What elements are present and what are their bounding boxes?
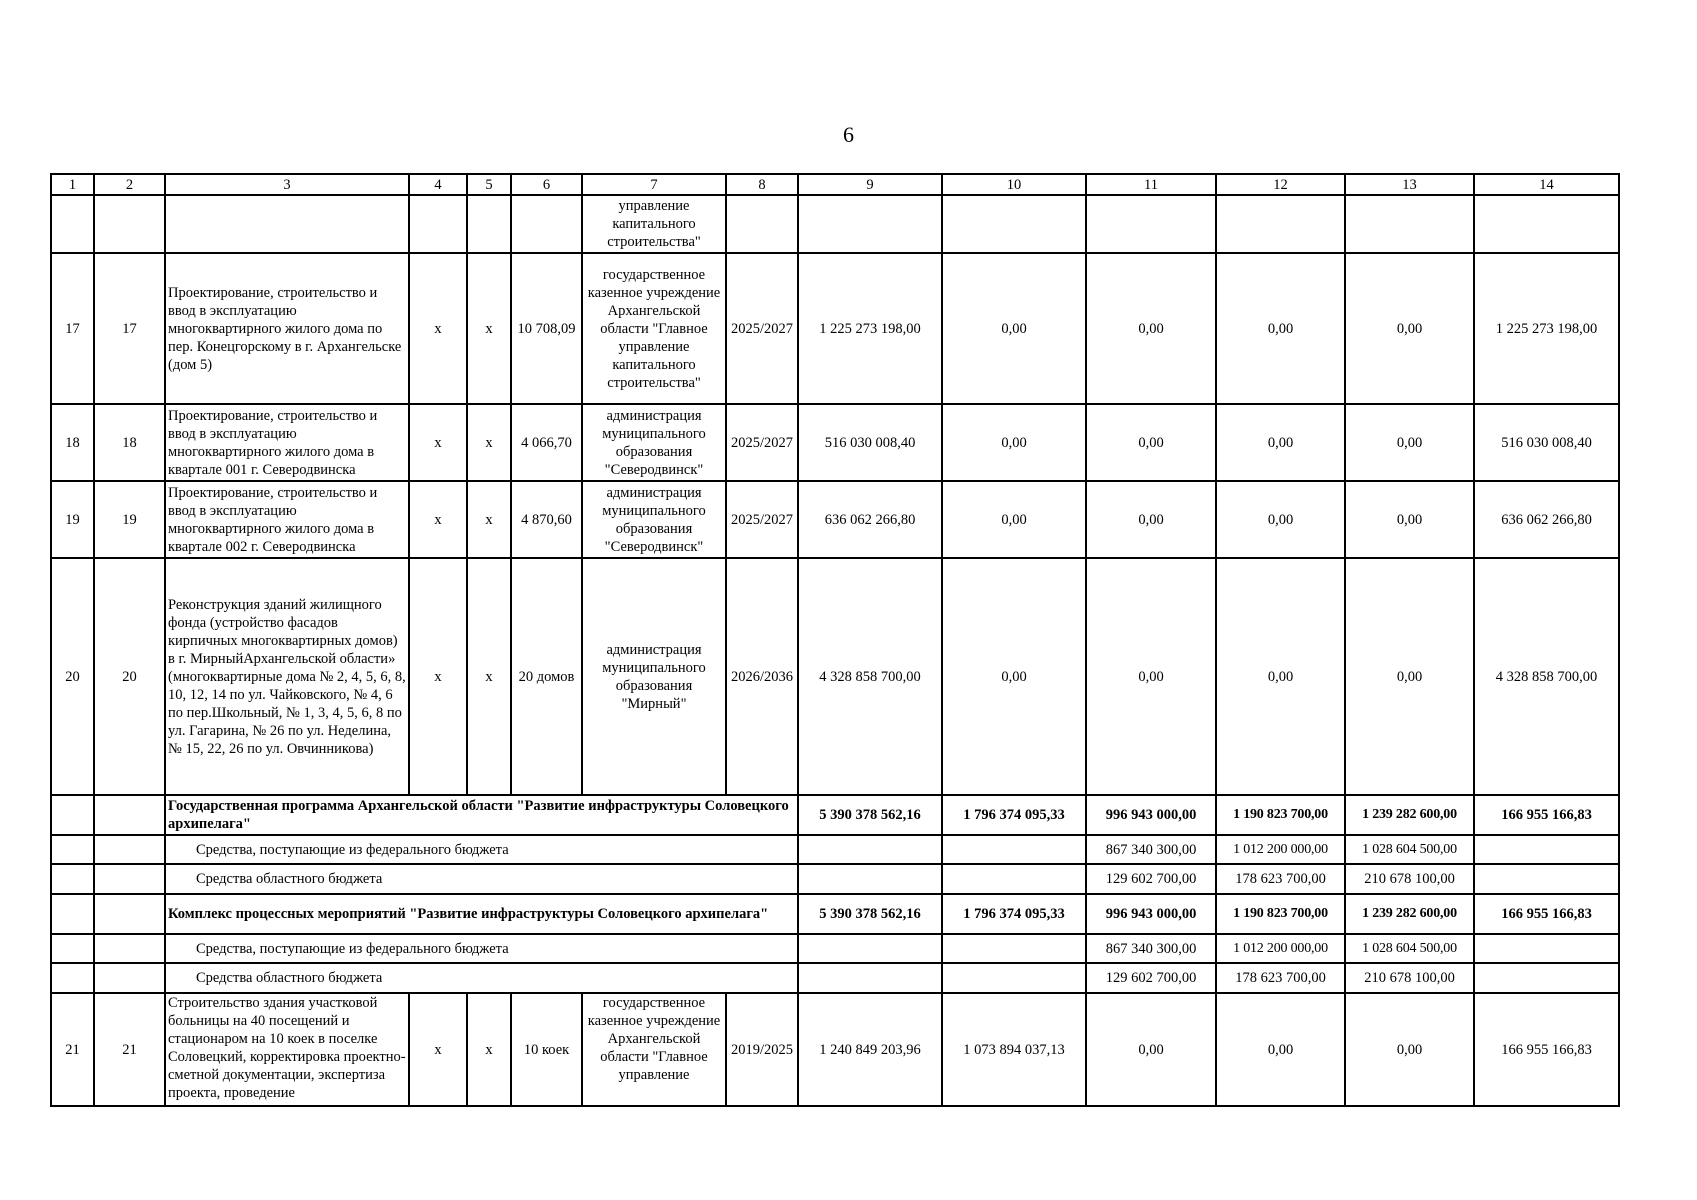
- value-11: 996 943 000,00: [1086, 795, 1216, 835]
- executor: администрация муниципального образования "Мирный": [582, 558, 726, 795]
- cell: [1474, 835, 1619, 864]
- cell: [942, 835, 1086, 864]
- value-13: 1 028 604 500,00: [1345, 835, 1474, 864]
- value-14: 4 328 858 700,00: [1474, 558, 1619, 795]
- header-cell: 14: [1474, 174, 1619, 195]
- years: 2025/2027: [726, 253, 798, 404]
- header-cell: 11: [1086, 174, 1216, 195]
- executor: администрация муниципального образования "Северодвинск": [582, 404, 726, 481]
- row-number-2: 17: [94, 253, 165, 404]
- object-name: Проектирование, строительство и ввод в эксплуатацию многоквартирного жилого дома в квартале 001 г. Северодвинска: [165, 404, 409, 481]
- table-row: [51, 558, 1619, 795]
- cell: [51, 963, 94, 993]
- row-number: 17: [51, 253, 94, 404]
- capacity: 10 708,09: [511, 253, 582, 404]
- value-12: 178 623 700,00: [1216, 963, 1345, 993]
- cell: [798, 934, 942, 963]
- value-12: 1 190 823 700,00: [1216, 795, 1345, 835]
- value-9: 516 030 008,40: [798, 404, 942, 481]
- program-regional-row: [51, 864, 1619, 894]
- cell: [1474, 963, 1619, 993]
- cell: [798, 963, 942, 993]
- value-14: 166 955 166,83: [1474, 795, 1619, 835]
- value-9: 1 240 849 203,96: [798, 993, 942, 1106]
- regional-label: Средства областного бюджета: [165, 963, 798, 993]
- value-9: 636 062 266,80: [798, 481, 942, 558]
- capacity: 4 870,60: [511, 481, 582, 558]
- header-cell: 5: [467, 174, 511, 195]
- value-11: 867 340 300,00: [1086, 835, 1216, 864]
- value-10: 0,00: [942, 481, 1086, 558]
- header-cell: 6: [511, 174, 582, 195]
- cell: [51, 894, 94, 934]
- value-9: 4 328 858 700,00: [798, 558, 942, 795]
- value-11: 0,00: [1086, 481, 1216, 558]
- value-12: 0,00: [1216, 993, 1345, 1106]
- years: 2019/2025: [726, 993, 798, 1106]
- value-11: 129 602 700,00: [1086, 864, 1216, 894]
- value-10: 0,00: [942, 253, 1086, 404]
- cell: [798, 195, 942, 253]
- header-cell: 2: [94, 174, 165, 195]
- cell: [1474, 864, 1619, 894]
- value-12: 1 190 823 700,00: [1216, 894, 1345, 934]
- cell-4: x: [409, 481, 467, 558]
- cell-5: x: [467, 253, 511, 404]
- cell: [94, 894, 165, 934]
- row-number-2: 18: [94, 404, 165, 481]
- value-10: 0,00: [942, 558, 1086, 795]
- page-number: 6: [843, 122, 854, 147]
- header-cell: 8: [726, 174, 798, 195]
- years: 2025/2027: [726, 481, 798, 558]
- cell: [942, 963, 1086, 993]
- row-number: 21: [51, 993, 94, 1106]
- value-11: 867 340 300,00: [1086, 934, 1216, 963]
- cell: [94, 195, 165, 253]
- cell: [942, 934, 1086, 963]
- federal-label: Средства, поступающие из федерального бюджета: [165, 934, 798, 963]
- cell: [1086, 195, 1216, 253]
- value-13: 0,00: [1345, 404, 1474, 481]
- cell: [51, 864, 94, 894]
- value-13: 210 678 100,00: [1345, 864, 1474, 894]
- value-14: 516 030 008,40: [1474, 404, 1619, 481]
- value-12: 0,00: [1216, 404, 1345, 481]
- cell: [1345, 195, 1474, 253]
- header-cell: 12: [1216, 174, 1345, 195]
- object-name: Строительство здания участковой больницы на 40 посещений и стационаром на 10 коек в поселке Соловецкий, корректировка проектно-сметной документации, экспертиза проекта, проведение: [165, 993, 409, 1106]
- years: 2025/2027: [726, 404, 798, 481]
- cell-5: x: [467, 481, 511, 558]
- value-12: 0,00: [1216, 253, 1345, 404]
- value-13: 0,00: [1345, 558, 1474, 795]
- table-row: [51, 404, 1619, 481]
- years: 2026/2036: [726, 558, 798, 795]
- table-row: [51, 993, 1619, 1106]
- complex-title: Комплекс процессных мероприятий "Развитие инфраструктуры Соловецкого архипелага": [165, 894, 798, 934]
- cell: [942, 864, 1086, 894]
- cell: [1474, 934, 1619, 963]
- header-cell: 7: [582, 174, 726, 195]
- program-total-row: [51, 795, 1619, 835]
- value-11: 0,00: [1086, 558, 1216, 795]
- value-12: 1 012 200 000,00: [1216, 934, 1345, 963]
- header-cell: 3: [165, 174, 409, 195]
- cell: [798, 864, 942, 894]
- regional-label: Средства областного бюджета: [165, 864, 798, 894]
- cell: [511, 195, 582, 253]
- value-11: 996 943 000,00: [1086, 894, 1216, 934]
- cell: [94, 934, 165, 963]
- executor: государственное казенное учреждение Архангельской области "Главное управление капитального строительства": [582, 253, 726, 404]
- value-10: 0,00: [942, 404, 1086, 481]
- cell: [51, 795, 94, 835]
- capacity: 4 066,70: [511, 404, 582, 481]
- value-12: 0,00: [1216, 558, 1345, 795]
- value-13: 0,00: [1345, 481, 1474, 558]
- complex-federal-row: [51, 934, 1619, 963]
- header-row: [51, 174, 1619, 195]
- value-11: 129 602 700,00: [1086, 963, 1216, 993]
- value-11: 0,00: [1086, 253, 1216, 404]
- row-number-2: 21: [94, 993, 165, 1106]
- value-13: 210 678 100,00: [1345, 963, 1474, 993]
- complex-regional-row: [51, 963, 1619, 993]
- header-cell: 10: [942, 174, 1086, 195]
- value-13: 0,00: [1345, 253, 1474, 404]
- cell: [51, 835, 94, 864]
- cell: [165, 195, 409, 253]
- value-9: 1 225 273 198,00: [798, 253, 942, 404]
- cell: [942, 195, 1086, 253]
- header-cell: 13: [1345, 174, 1474, 195]
- budget-table: [50, 173, 1620, 1107]
- row-number-2: 19: [94, 481, 165, 558]
- value-10: 1 073 894 037,13: [942, 993, 1086, 1106]
- continued-row: [51, 195, 1619, 253]
- cell-4: x: [409, 404, 467, 481]
- cell: [94, 864, 165, 894]
- executor: государственное казенное учреждение Архангельской области "Главное управление: [582, 993, 726, 1106]
- cell: [467, 195, 511, 253]
- cell: [51, 195, 94, 253]
- executor-cell: управление капитального строительства": [582, 195, 726, 253]
- capacity: 10 коек: [511, 993, 582, 1106]
- cell-4: x: [409, 558, 467, 795]
- cell-4: x: [409, 993, 467, 1106]
- object-name: Реконструкция зданий жилищного фонда (устройство фасадов кирпичных многоквартирных домов) в г. МирныйАрхангельской области» (многоквартирные дома № 2, 4, 5, 6, 8, 10, 12, 14 по ул. Чайковского, № 4, 6 по пер.Школьный, № 1, 3, 4, 5, 6, 8 по ул. Гагарина, № 26 по ул. Неделина, № 15, 22, 26 по ул. Овчинникова): [165, 558, 409, 795]
- object-name: Проектирование, строительство и ввод в эксплуатацию многоквартирного жилого дома по пер. Конецгорскому в г. Архангельске (дом 5): [165, 253, 409, 404]
- value-9: 5 390 378 562,16: [798, 795, 942, 835]
- cell: [726, 195, 798, 253]
- row-number-2: 20: [94, 558, 165, 795]
- value-13: 1 028 604 500,00: [1345, 934, 1474, 963]
- value-12: 1 012 200 000,00: [1216, 835, 1345, 864]
- executor: администрация муниципального образования "Северодвинск": [582, 481, 726, 558]
- cell: [51, 934, 94, 963]
- program-federal-row: [51, 835, 1619, 864]
- value-11: 0,00: [1086, 404, 1216, 481]
- row-number: 20: [51, 558, 94, 795]
- cell: [409, 195, 467, 253]
- value-9: 5 390 378 562,16: [798, 894, 942, 934]
- value-12: 0,00: [1216, 481, 1345, 558]
- cell-5: x: [467, 404, 511, 481]
- header-cell: 9: [798, 174, 942, 195]
- value-14: 166 955 166,83: [1474, 894, 1619, 934]
- value-13: 1 239 282 600,00: [1345, 795, 1474, 835]
- header-cell: 1: [51, 174, 94, 195]
- capacity: 20 домов: [511, 558, 582, 795]
- program-title: Государственная программа Архангельской области "Развитие инфраструктуры Соловецкого архипелага": [165, 795, 798, 835]
- cell-5: x: [467, 993, 511, 1106]
- cell: [1216, 195, 1345, 253]
- cell-5: x: [467, 558, 511, 795]
- table-row: [51, 481, 1619, 558]
- value-13: 1 239 282 600,00: [1345, 894, 1474, 934]
- object-name: Проектирование, строительство и ввод в эксплуатацию многоквартирного жилого дома в квартале 002 г. Северодвинска: [165, 481, 409, 558]
- value-11: 0,00: [1086, 993, 1216, 1106]
- value-14: 1 225 273 198,00: [1474, 253, 1619, 404]
- value-10: 1 796 374 095,33: [942, 894, 1086, 934]
- cell: [94, 835, 165, 864]
- cell: [94, 795, 165, 835]
- cell-4: x: [409, 253, 467, 404]
- row-number: 19: [51, 481, 94, 558]
- value-12: 178 623 700,00: [1216, 864, 1345, 894]
- value-10: 1 796 374 095,33: [942, 795, 1086, 835]
- table-row: [51, 253, 1619, 404]
- header-cell: 4: [409, 174, 467, 195]
- cell: [94, 963, 165, 993]
- cell: [1474, 195, 1619, 253]
- value-14: 166 955 166,83: [1474, 993, 1619, 1106]
- value-13: 0,00: [1345, 993, 1474, 1106]
- row-number: 18: [51, 404, 94, 481]
- value-14: 636 062 266,80: [1474, 481, 1619, 558]
- federal-label: Средства, поступающие из федерального бюджета: [165, 835, 798, 864]
- complex-total-row: [51, 894, 1619, 934]
- cell: [798, 835, 942, 864]
